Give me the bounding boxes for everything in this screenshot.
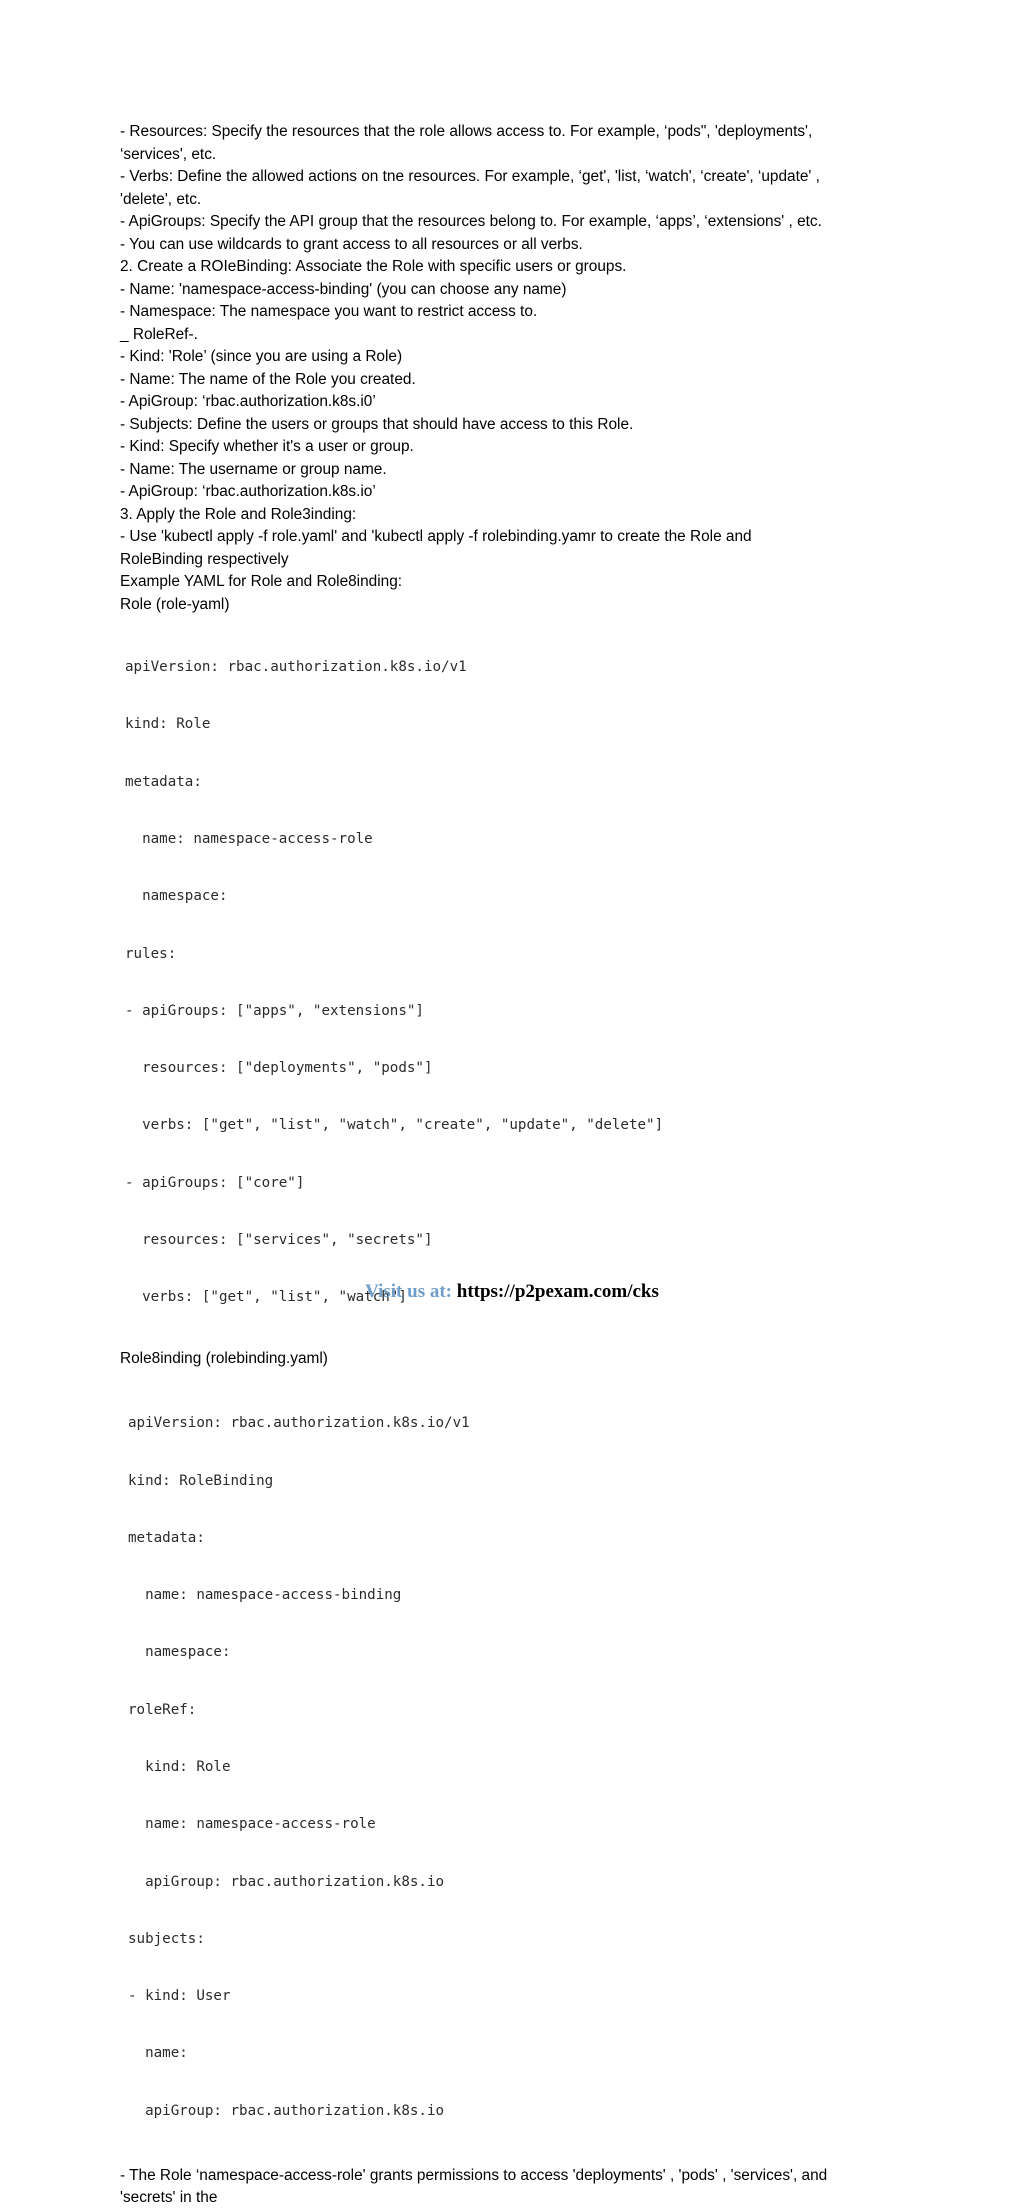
rolebinding-yaml-code-block <box>128 1376 910 2159</box>
text-line: - Resources: Specify the resources that the role allows access to. For example, ‘pods", 'deployments', <box>120 123 813 140</box>
code-line: - kind: User <box>128 1988 231 2005</box>
code-line: verbs: ["get", "list", "watch", "create", "update", "delete"] <box>125 1117 664 1134</box>
role-yaml-code-block <box>125 620 910 1346</box>
text-line: RoleBinding respectively <box>120 550 289 568</box>
code-line: - apiGroups: ["apps", "extensions"] <box>125 1002 424 1019</box>
text-line: - Name: The username or group name. <box>120 460 387 478</box>
code-line: apiVersion: rbac.authorization.k8s.io/v1 <box>128 1415 470 1432</box>
text-line: 2. Create a ROIeBinding: Associate the Role with specific users or groups. <box>120 258 627 275</box>
text-line: - Use 'kubectl apply -f role.yaml' and 'kubectl apply -f rolebinding.yamr to create the Role and <box>120 528 752 545</box>
text-line: Example YAML for Role and Role8inding: <box>120 573 403 590</box>
text-line: - Verbs: Define the allowed actions on tne resources. For example, ‘get', 'list, ‘watch', ‘create', ‘update' , <box>120 168 820 185</box>
text-line: - You can use wildcards to grant access to all resources or all verbs. <box>120 235 583 253</box>
code-line: - apiGroups: ["core"] <box>125 1174 305 1191</box>
document-body <box>120 121 910 2210</box>
rolebinding-heading: Role8inding (rolebinding.yaml) <box>120 1349 328 1367</box>
text-line: - ApiGroup: ‘rbac.authorization.k8s.io’ <box>120 483 376 500</box>
code-line: namespace: <box>125 888 228 905</box>
code-line: name: namespace-access-role <box>125 831 373 848</box>
text-line: - Kind: Specify whether it's a user or group. <box>120 438 414 455</box>
code-line: name: <box>128 2045 188 2062</box>
code-line: name: namespace-access-binding <box>128 1587 402 1604</box>
text-line: 3. Apply the Role and Role3inding: <box>120 505 357 523</box>
footer-label: Visit us at: <box>365 1281 457 1302</box>
text-line: 'delete', etc. <box>120 190 202 208</box>
code-line: kind: Role <box>125 716 211 733</box>
code-line: namespace: <box>128 1644 231 1661</box>
footer-url-link[interactable]: https://p2pexam.com/cks <box>456 1281 659 1302</box>
code-line: apiVersion: rbac.authorization.k8s.io/v1 <box>125 659 467 676</box>
code-line: rules: <box>125 945 177 962</box>
page-footer <box>0 1281 1024 1303</box>
text-line: - Name: 'namespace-access-binding' (you can choose any name) <box>120 280 567 298</box>
code-line: roleRef: <box>128 1701 197 1718</box>
text-line: - Kind: 'Role’ (since you are using a Role) <box>120 348 403 365</box>
text-line: 'secrets' in the <box>120 2189 218 2207</box>
text-line: _ RoleRef-. <box>120 325 198 343</box>
code-line: metadata: <box>125 773 202 790</box>
text-line: - Namespace: The namespace you want to restrict access to. <box>120 303 538 320</box>
text-line: - Name: The name of the Role you created. <box>120 370 416 388</box>
code-line: resources: ["services", "secrets"] <box>125 1232 433 1248</box>
code-line: verbs: ["get", "list", "watch"] <box>125 1289 407 1306</box>
code-line: apiGroup: rbac.authorization.k8s.io <box>128 2102 445 2119</box>
intro-section <box>120 121 910 616</box>
text-line: - Subjects: Define the users or groups that should have access to this Role. <box>120 415 634 433</box>
code-line: kind: Role <box>128 1758 231 1775</box>
text-line: - ApiGroups: Specify the API group that the resources belong to. For example, ‘apps’, ‘extensions' , etc. <box>120 213 822 230</box>
code-line: name: namespace-access-role <box>128 1816 376 1833</box>
outro-section <box>120 2165 910 2210</box>
code-line: subjects: <box>128 1930 205 1947</box>
text-line: - ApiGroup: ‘rbac.authorization.k8s.i0’ <box>120 393 376 410</box>
code-line: resources: ["deployments", "pods"] <box>125 1060 433 1077</box>
code-line: kind: RoleBinding <box>128 1472 274 1489</box>
text-line: Role (role-yaml) <box>120 595 230 613</box>
code-line: metadata: <box>128 1529 205 1546</box>
text-line: - The Role ‘namespace-access-role' grants permissions to access 'deployments' , 'pods' , 'services', and <box>120 2166 828 2184</box>
text-line: ‘services', etc. <box>120 145 217 163</box>
code-line: apiGroup: rbac.authorization.k8s.io <box>128 1873 445 1890</box>
